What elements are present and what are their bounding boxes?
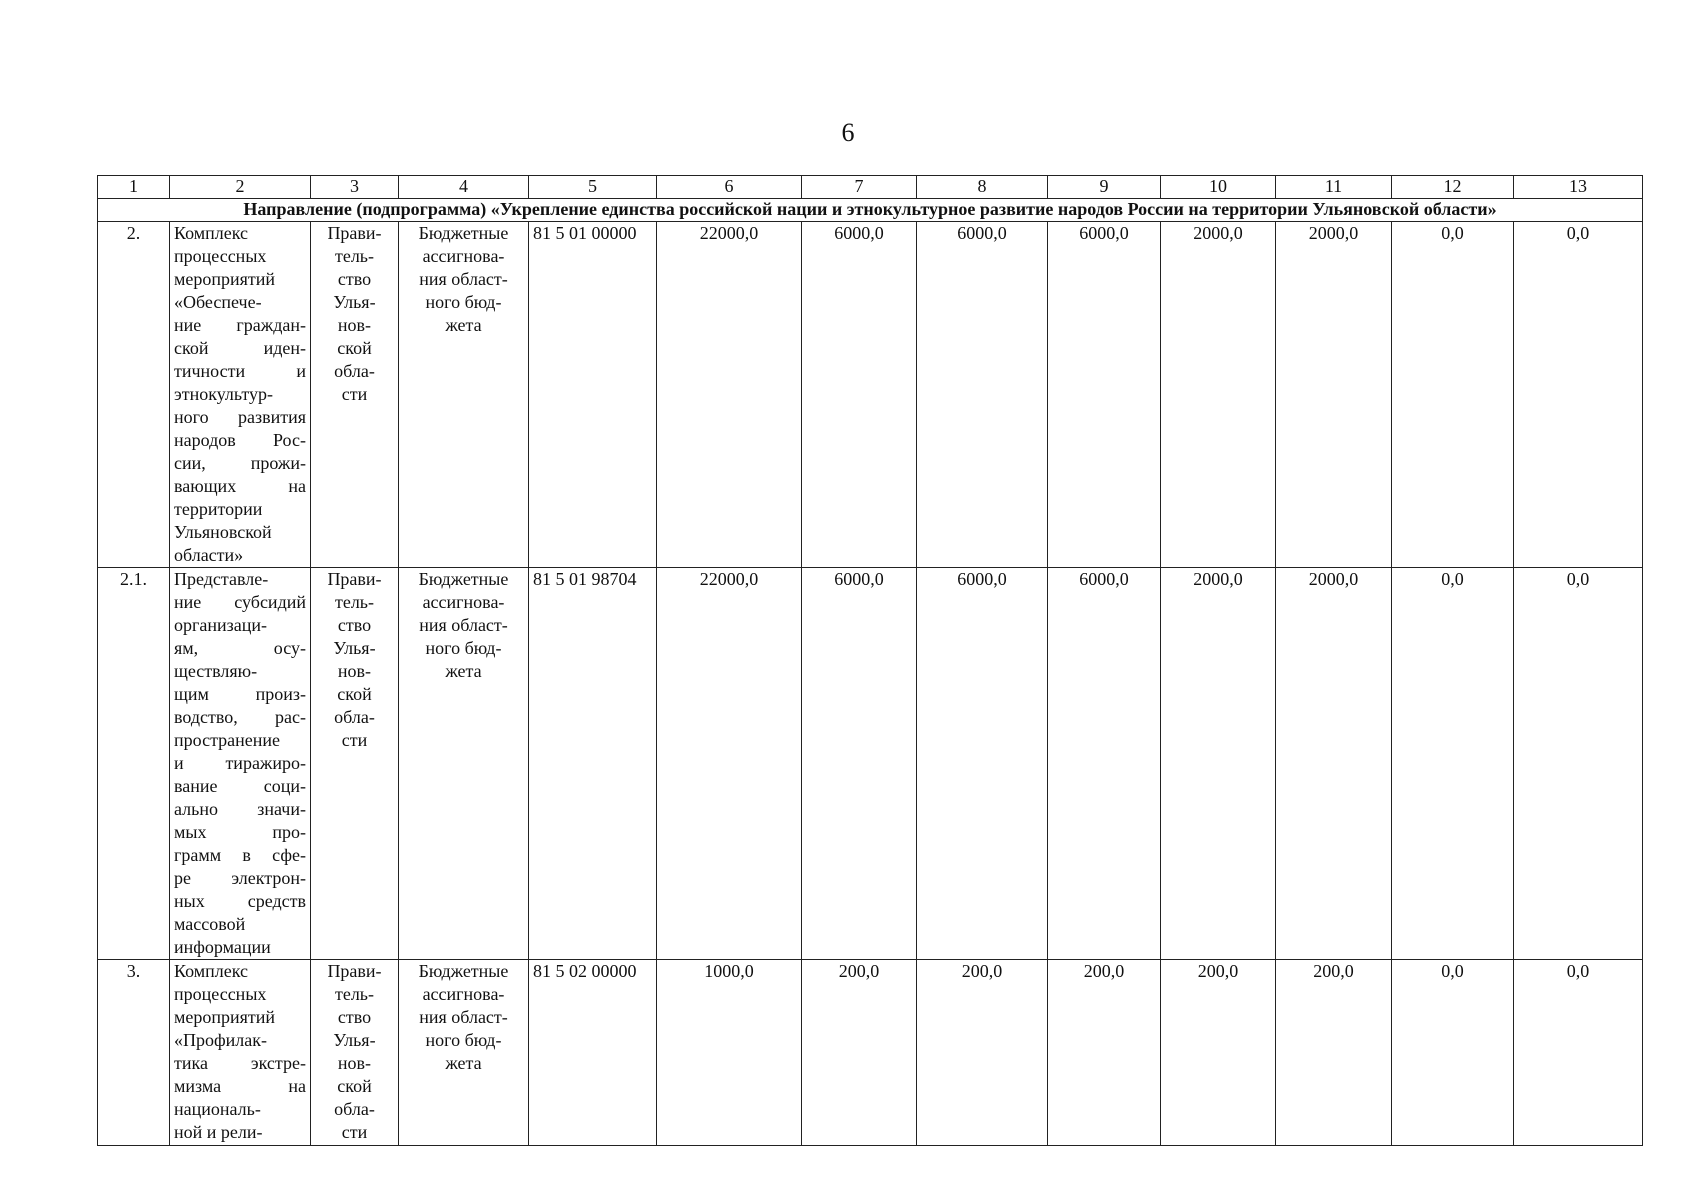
- amount-col-12: 0,0: [1392, 222, 1514, 568]
- funding-source: [399, 960, 529, 1146]
- column-number-2: 2: [170, 176, 311, 199]
- column-number-row: [98, 176, 1643, 199]
- measure-name-line: и тиражиро-: [174, 753, 306, 773]
- executor: [311, 568, 399, 960]
- executor-line: Улья-: [333, 1030, 376, 1050]
- funding-source-line: ния област-: [419, 1007, 508, 1027]
- executor-line: нов-: [337, 1053, 372, 1073]
- column-number-4: 4: [399, 176, 529, 199]
- measure-name-line: водство, рас-: [174, 707, 306, 727]
- executor-line: нов-: [337, 661, 372, 681]
- funding-source-line: жета: [445, 661, 482, 681]
- funding-source-line: ассигнова-: [422, 984, 505, 1004]
- measure-name-line: «Обеспече-: [174, 292, 262, 312]
- measure-name-line: мероприятий: [174, 269, 276, 289]
- row-number: 2.1.: [98, 568, 170, 960]
- executor-line: нов-: [337, 315, 372, 335]
- amount-col-9: 200,0: [1048, 960, 1161, 1146]
- executor-line: Улья-: [333, 638, 376, 658]
- measure-name-line: ние граждан-: [174, 315, 306, 335]
- amount-col-13: 0,0: [1514, 960, 1643, 1146]
- funding-source-line: жета: [445, 1053, 482, 1073]
- amount-col-8: 6000,0: [917, 222, 1048, 568]
- measure-name-line: грамм в сфе-: [174, 845, 306, 865]
- amount-col-11: 2000,0: [1276, 568, 1392, 960]
- funding-source-line: Бюджетные: [418, 961, 509, 981]
- executor-line: тель-: [334, 246, 375, 266]
- amount-col-6: 1000,0: [657, 960, 802, 1146]
- amount-col-13: 0,0: [1514, 222, 1643, 568]
- column-number-12: 12: [1392, 176, 1514, 199]
- amount-col-12: 0,0: [1392, 960, 1514, 1146]
- measure-name-line: ально значи-: [174, 799, 306, 819]
- executor-line: Прави-: [327, 223, 382, 243]
- funding-source-line: ного бюд-: [425, 292, 502, 312]
- executor-line: сти: [341, 384, 368, 404]
- measure-name-line: сии, прожи-: [174, 453, 306, 473]
- measure-name-line: «Профилак-: [174, 1030, 268, 1050]
- amount-col-7: 6000,0: [802, 222, 917, 568]
- measure-name-line: щим произ-: [174, 684, 306, 704]
- executor: [311, 222, 399, 568]
- measure-name-line: пространение: [174, 730, 281, 750]
- executor-line: обла-: [334, 707, 375, 727]
- column-number-11: 11: [1276, 176, 1392, 199]
- amount-col-8: 6000,0: [917, 568, 1048, 960]
- funding-source: [399, 222, 529, 568]
- column-number-13: 13: [1514, 176, 1643, 199]
- measure-name-line: вающих на: [174, 476, 306, 496]
- column-number-1: 1: [98, 176, 170, 199]
- executor-line: ской: [337, 1076, 372, 1096]
- column-number-8: 8: [917, 176, 1048, 199]
- funding-source-line: Бюджетные: [418, 569, 509, 589]
- measure-name-line: этнокультур-: [174, 384, 274, 404]
- amount-col-9: 6000,0: [1048, 568, 1161, 960]
- executor-line: сти: [341, 1122, 368, 1142]
- measure-name-line: мероприятий: [174, 1007, 276, 1027]
- amount-col-10: 200,0: [1161, 960, 1276, 1146]
- amount-col-6: 22000,0: [657, 568, 802, 960]
- budget-code: 81 5 01 00000: [529, 222, 657, 568]
- funding-source-line: жета: [445, 315, 482, 335]
- budget-code: 81 5 01 98704: [529, 568, 657, 960]
- measure-name-line: ям, осу-: [174, 638, 306, 658]
- measure-name-line: организаци-: [174, 615, 267, 635]
- measure-name: [170, 222, 311, 568]
- budget-table: [97, 175, 1643, 1146]
- page-number: 6: [841, 118, 855, 147]
- funding-source: [399, 568, 529, 960]
- executor-line: ство: [337, 269, 372, 289]
- executor-line: Прави-: [327, 961, 382, 981]
- measure-name-line: Представле-: [174, 569, 269, 589]
- amount-col-6: 22000,0: [657, 222, 802, 568]
- measure-name-line: ществляю-: [174, 661, 258, 681]
- column-number-9: 9: [1048, 176, 1161, 199]
- measure-name-line: массовой: [174, 914, 246, 934]
- measure-name: [170, 568, 311, 960]
- funding-source-line: Бюджетные: [418, 223, 509, 243]
- table-row: [98, 960, 1643, 1146]
- row-number: 3.: [98, 960, 170, 1146]
- executor-line: сти: [341, 730, 368, 750]
- measure-name-line: процессных: [174, 984, 267, 1004]
- measure-name-line: народов Рос-: [174, 430, 306, 450]
- measure-name-line: мизма на: [174, 1076, 306, 1096]
- measure-name-line: территории: [174, 499, 263, 519]
- measure-name-line: ской иден-: [174, 338, 306, 358]
- executor-line: обла-: [334, 1099, 375, 1119]
- section-header-row: [98, 199, 1643, 222]
- measure-name-line: тика экстре-: [174, 1053, 306, 1073]
- executor-line: тель-: [334, 592, 375, 612]
- amount-col-7: 200,0: [802, 960, 917, 1146]
- amount-col-12: 0,0: [1392, 568, 1514, 960]
- column-number-3: 3: [311, 176, 399, 199]
- executor-line: ской: [337, 684, 372, 704]
- measure-name-line: мых про-: [174, 822, 306, 842]
- funding-source-line: ассигнова-: [422, 246, 505, 266]
- column-number-6: 6: [657, 176, 802, 199]
- table-row: [98, 222, 1643, 568]
- funding-source-line: ния област-: [419, 269, 508, 289]
- funding-source-line: ния област-: [419, 615, 508, 635]
- executor-line: тель-: [334, 984, 375, 1004]
- amount-col-8: 200,0: [917, 960, 1048, 1146]
- measure-name-line: Комплекс: [174, 961, 249, 981]
- measure-name-line: вание соци-: [174, 776, 306, 796]
- measure-name-line: информации: [174, 937, 271, 957]
- measure-name-line: процессных: [174, 246, 267, 266]
- budget-code: 81 5 02 00000: [529, 960, 657, 1146]
- measure-name-line: ре электрон-: [174, 868, 306, 888]
- section-title: Направление (подпрограмма) «Укрепление единства российской нации и этнокультурное развитие народов России на территории Ульяновской области»: [98, 199, 1643, 222]
- amount-col-7: 6000,0: [802, 568, 917, 960]
- executor-line: Прави-: [327, 569, 382, 589]
- amount-col-11: 2000,0: [1276, 222, 1392, 568]
- measure-name-line: ние субсидий: [174, 592, 306, 612]
- amount-col-10: 2000,0: [1161, 222, 1276, 568]
- executor-line: ство: [337, 1007, 372, 1027]
- measure-name-line: ной и рели-: [174, 1122, 263, 1142]
- executor-line: ской: [337, 338, 372, 358]
- measure-name-line: области»: [174, 545, 244, 565]
- measure-name: [170, 960, 311, 1146]
- executor-line: Улья-: [333, 292, 376, 312]
- amount-col-13: 0,0: [1514, 568, 1643, 960]
- amount-col-10: 2000,0: [1161, 568, 1276, 960]
- measure-name-line: тичности и: [174, 361, 306, 381]
- measure-name-line: Ульяновской: [174, 522, 272, 542]
- executor: [311, 960, 399, 1146]
- funding-source-line: ассигнова-: [422, 592, 505, 612]
- executor-line: ство: [337, 615, 372, 635]
- measure-name-line: националь-: [174, 1099, 261, 1119]
- column-number-7: 7: [802, 176, 917, 199]
- measure-name-line: ного развития: [174, 407, 306, 427]
- funding-source-line: ного бюд-: [425, 638, 502, 658]
- table-row: [98, 568, 1643, 960]
- column-number-10: 10: [1161, 176, 1276, 199]
- column-number-5: 5: [529, 176, 657, 199]
- amount-col-9: 6000,0: [1048, 222, 1161, 568]
- row-number: 2.: [98, 222, 170, 568]
- measure-name-line: ных средств: [174, 891, 306, 911]
- funding-source-line: ного бюд-: [425, 1030, 502, 1050]
- amount-col-11: 200,0: [1276, 960, 1392, 1146]
- measure-name-line: Комплекс: [174, 223, 249, 243]
- executor-line: обла-: [334, 361, 375, 381]
